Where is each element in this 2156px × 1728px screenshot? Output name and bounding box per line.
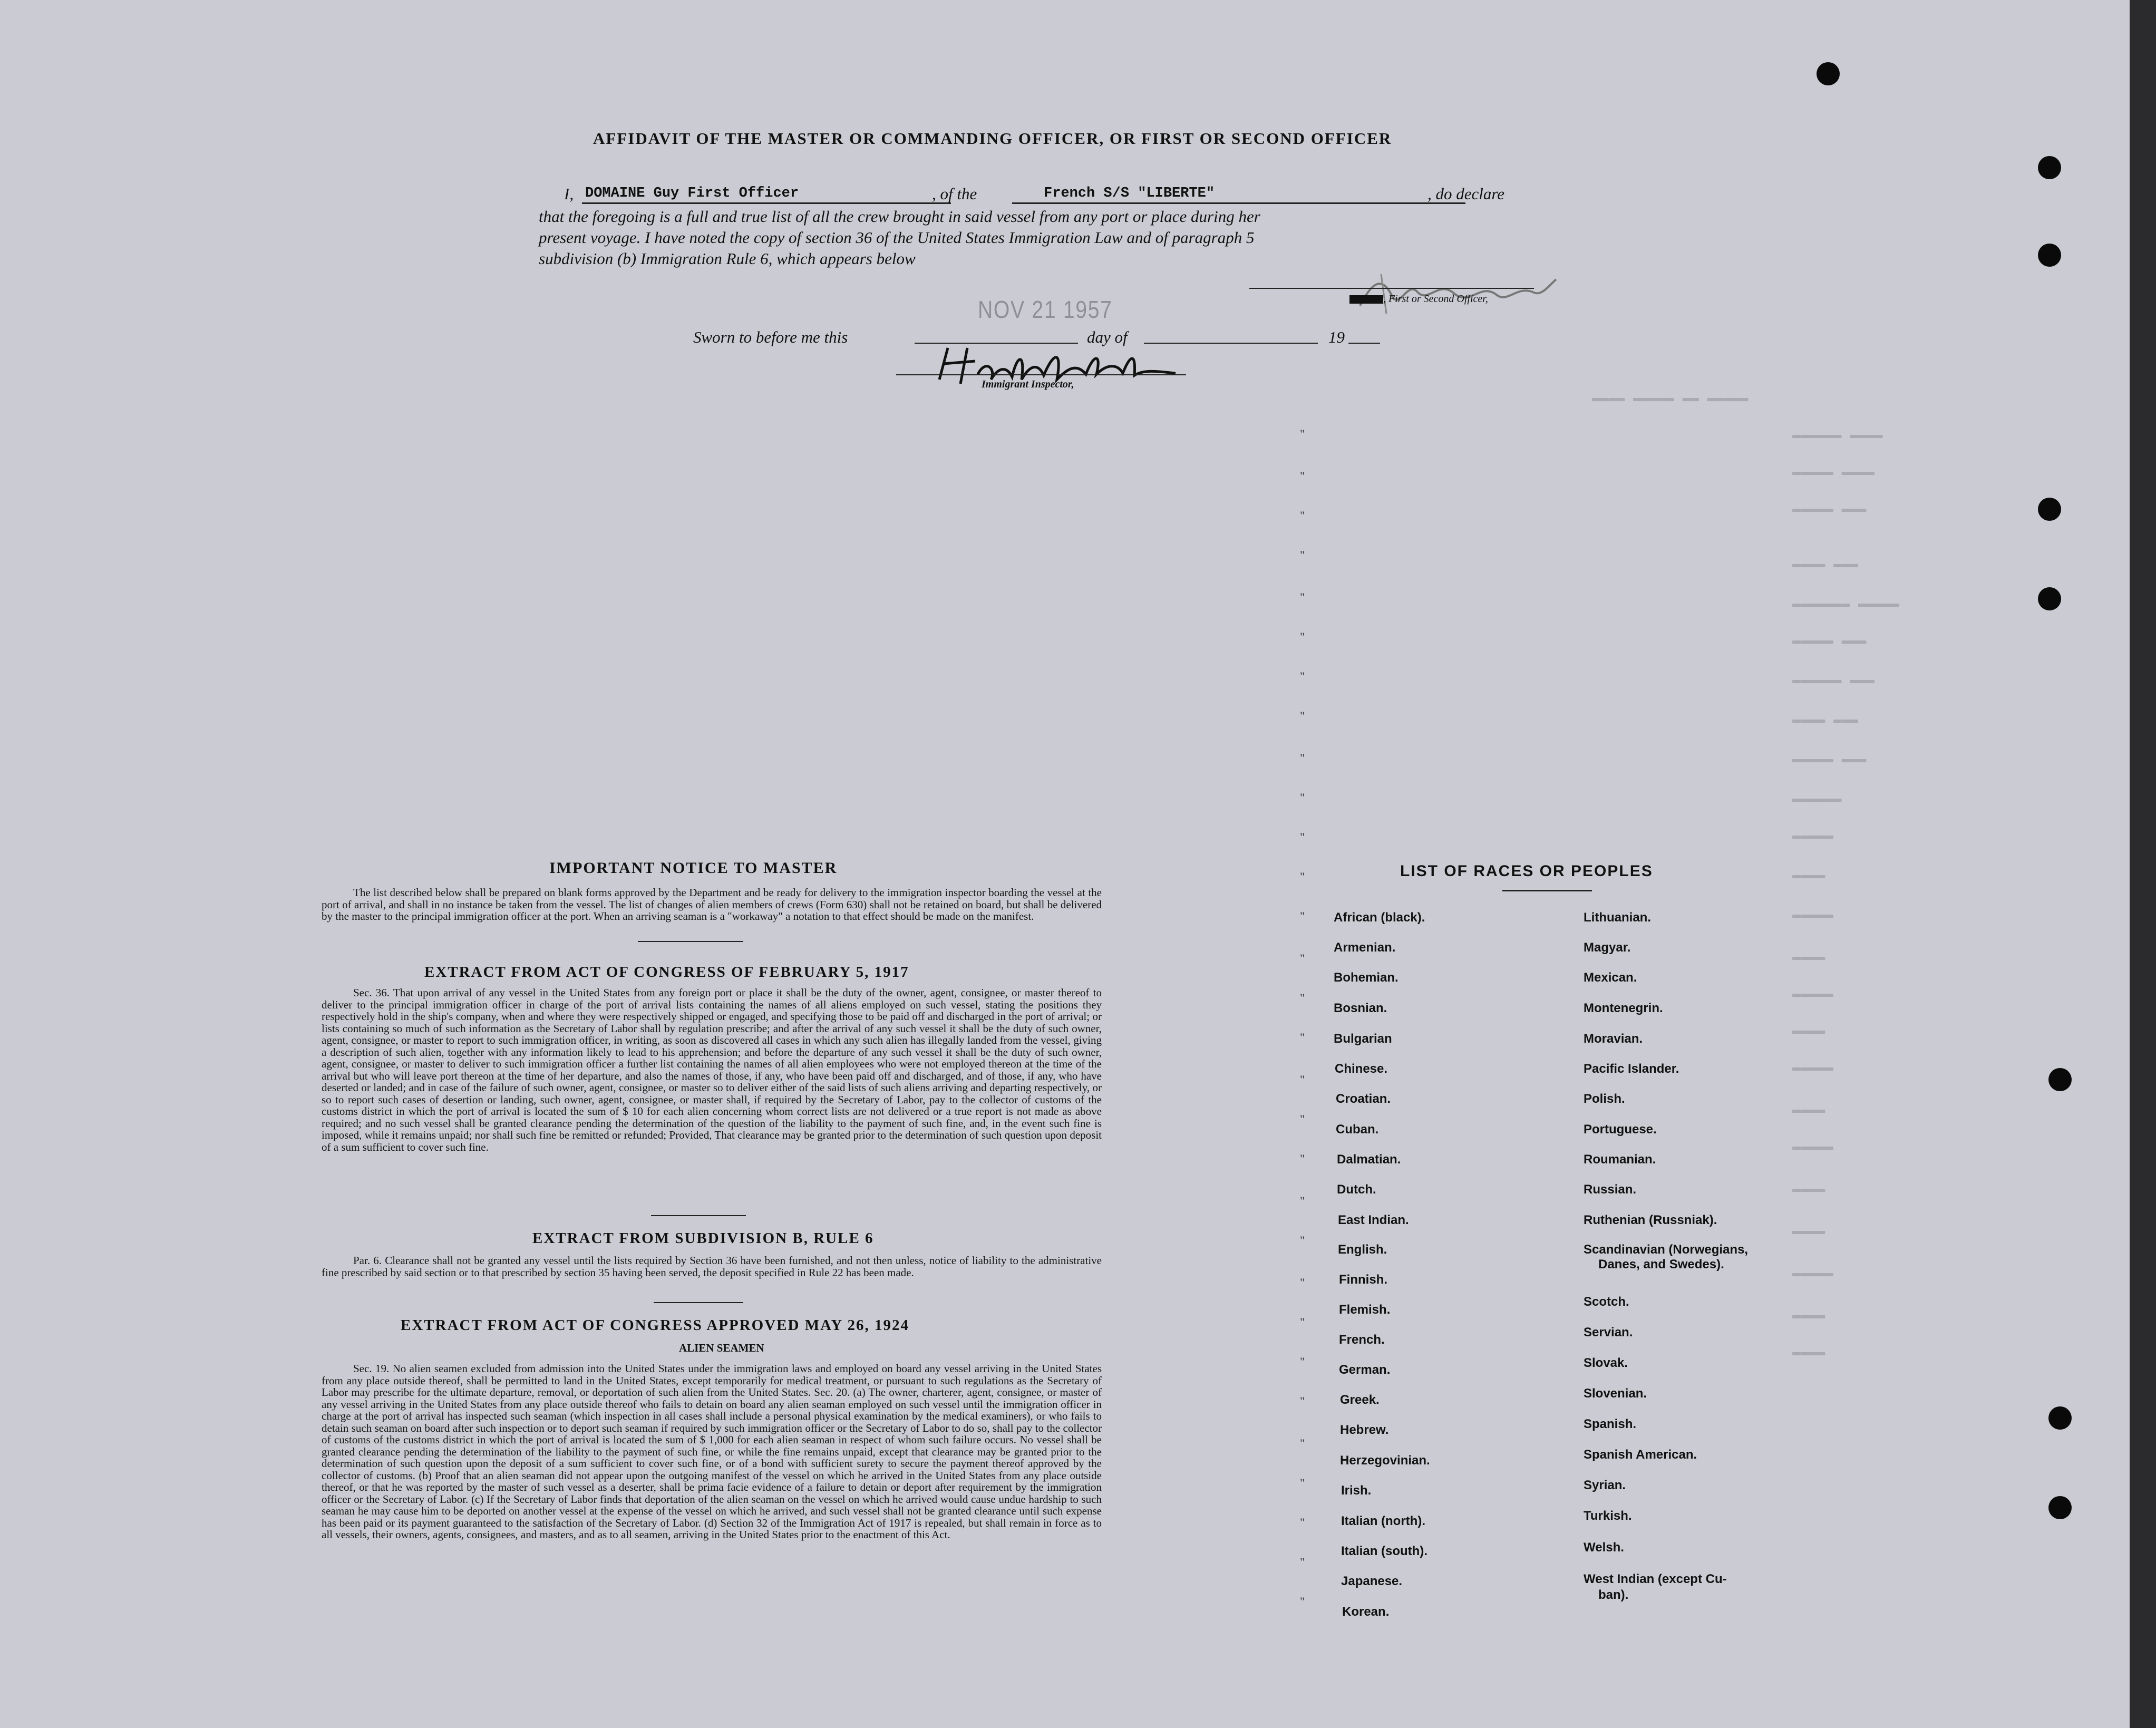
ditto-mark: " [1300,1476,1305,1489]
race-item: Herzegovinian. [1340,1453,1430,1468]
race-item: Italian (south). [1341,1544,1427,1558]
race-item: Servian. [1584,1325,1633,1339]
race-item: Armenian. [1334,940,1396,955]
race-item: Finnish. [1339,1273,1387,1287]
year-label: 19 [1328,328,1345,346]
ditto-mark: " [1300,1394,1305,1407]
race-item: Irish. [1341,1483,1372,1498]
race-item: Italian (north). [1341,1514,1425,1528]
ditto-mark: " [1300,509,1305,522]
race-item: Spanish American. [1584,1448,1697,1462]
year-line [1348,343,1380,344]
race-item: Korean. [1342,1605,1390,1619]
race-item: Mexican. [1584,970,1637,985]
ditto-mark: " [1300,1595,1305,1608]
ditto-mark: " [1300,1276,1305,1289]
race-item: West Indian (except Cu- [1584,1572,1727,1586]
race-item: Greek. [1340,1393,1380,1407]
race-item: Montenegrin. [1584,1001,1663,1015]
ditto-mark: " [1300,1031,1305,1044]
race-item: Cuban. [1336,1122,1379,1137]
ditto-mark: " [1300,909,1305,923]
ditto-mark: " [1300,791,1305,804]
subdivision-b-text: Par. 6. Clearance shall not be granted any vessel until the lists required by Section 36 have been furnished, and not then unless, notice of liability to the administrative fine prescribed by said section or to that prescribed by section 35 having been served, the deposit specified in Rule 22 has been made. [322,1254,1102,1279]
extract-1924-subtitle: ALIEN SEAMEN [679,1342,764,1354]
affidavit-body-line2: that the foregoing is a full and true list of all the crew brought in said vessel from any port or place during her [539,207,1260,226]
inspector-line [896,374,1186,375]
race-item: Polish. [1584,1092,1625,1106]
race-item: East Indian. [1338,1213,1409,1227]
race-item: Scandinavian (Norwegians, [1584,1242,1749,1257]
ditto-mark: " [1300,991,1305,1004]
notice-rule [638,941,743,942]
ditto-mark: " [1300,427,1305,440]
extract-1924-text: Sec. 19. No alien seamen excluded from admission into the United States under the immigration laws and employed on board any vessel arriving in the United States from any place outside thereof, shall be permitted to land in the United States, except temporarily for medical treatment, or pursuant to such regulations as the Secretary of Labor may prescribe for the ultimate departure, removal, or deportation of such alien from the United States. Sec. 20. (a) The owner, charterer, agent, consignee, or master of any vessel arriving in the United States from any place outside thereof who fails to detain on board any alien seaman employed on such vessel until the immigration officer in charge at the port of arrival has inspected such seaman (which inspection in all cases shall include a personal physical examination by the medical examiners), or who fails to detain such seaman on board after such inspection or to deport such seaman if required by such immigration officer or the Secretary of Labor to do so, shall pay to the collector of customs of the customs district in which the port of arrival is located the sum of $ 1,000 for each alien seaman in respect of whom such failure occurs. No vessel shall be granted clearance pending the determination of the liability to the payment of such fine, or while the fine remains unpaid, except that clearance may be granted prior to the determination of such question upon the deposit of a sum sufficient to cover such fine, or of a bond with sufficient surety to secure the payment thereof approved by the collector of customs. (b) Proof that an alien seaman did not appear upon the outgoing manifest of the vessel on which he arrived in the United States from any place outside thereof, or that he was reported by the master of such vessel as a deserter, shall be prima facie evidence of a failure to detain or deport after requirement by the immigration officer or the Secretary of Labor. (c) If the Secretary of Labor finds that deportation of the alien seaman on the vessel on which he arrived would cause undue hardship to such seaman he may cause him to be deported on another vessel at the expense of the vessel on which he arrived, and such vessel shall not be granted clearance until such expense has been paid or its payment guaranteed to the satisfaction of the Secretary of Labor. (d) Section 32 of the Immigration Act of 1917 is repealed, but shall remain in force as to all vessels, their owners, agents, consignees, and masters, and as to all seamen, arriving in the United States prior to the enactment of this Act. [322,1362,1102,1541]
sworn-label: Sworn to before me this [693,328,848,346]
inspector-caption: Immigrant Inspector, [982,378,1074,390]
race-item: German. [1339,1363,1391,1377]
declarant-underline [582,202,951,204]
race-item: Slovak. [1584,1356,1628,1370]
date-stamp: NOV 21 1957 [978,296,1113,323]
day-of-label: day of [1087,328,1128,346]
notice-title: IMPORTANT NOTICE TO MASTER [549,859,838,877]
ditto-mark: " [1300,1152,1305,1165]
ditto-mark: " [1300,709,1305,722]
extract-1917-title: EXTRACT FROM ACT OF CONGRESS OF FEBRUARY 5, 1917 [424,964,909,981]
race-item: Lithuanian. [1584,910,1651,925]
subdivision-b-rule [654,1302,743,1303]
races-column-1 [1334,910,1571,1619]
ditto-mark: " [1300,1073,1305,1086]
ditto-mark: " [1300,870,1305,883]
race-item: Syrian. [1584,1478,1626,1492]
race-item: Turkish. [1584,1509,1632,1523]
ditto-mark: " [1300,669,1305,683]
ditto-mark: " [1300,630,1305,643]
race-item: Roumanian. [1584,1152,1656,1167]
punch-hole [2038,587,2061,610]
race-item: Portuguese. [1584,1122,1657,1137]
ditto-mark: " [1300,1555,1305,1568]
race-item: French. [1339,1333,1385,1347]
races-column-2 [1584,910,1815,1611]
ditto-mark: " [1300,1516,1305,1529]
document-page: ▬▬▬▬ ▬▬▬▬▬ ▬▬ ▬▬▬▬▬ ▬▬▬▬▬▬ ▬▬▬▬ ▬▬▬▬▬ ▬▬▬▬ ▬▬▬▬▬ ▬▬▬ ▬▬▬▬ ▬▬▬ ▬▬▬▬▬▬▬ ▬▬▬▬▬ ▬▬▬▬▬ ▬▬▬ ▬▬▬▬▬▬ ▬▬▬ ▬▬▬▬ ▬▬▬ ▬▬▬▬▬ ▬▬▬ ▬▬▬▬▬▬ ▬▬▬▬▬ ▬▬▬▬ ▬▬▬▬▬ ▬▬▬▬ ▬▬▬▬▬ ▬▬▬▬ ▬▬▬▬▬ ▬▬▬▬ ▬▬▬▬▬ ▬▬▬▬ ▬▬▬▬ ▬▬▬▬▬ ▬▬▬▬ ▬▬▬▬ AFFIDAVIT OF THE MASTER OR COMMANDING OFFICER, OR FIRST OR SECOND OFFICER I, DOMAINE Guy First Officer , of the French S/S "LIBERTE" , do declare that the foregoing is a full and true list of all the crew brought in said vessel from any port or place during her present voyage. I have noted the copy of section 36 of the United States Immigration Law and of paragraph 5 subdivision (b) Immigration Rule 6, which appears below , First or Second Officer, NOV 21 1957 Sworn to before me this day of 19 Immigrant Inspector, " " " " " " " " " " " " " " " " " " " " " " " " " " " " " " IMPORTANT NOTICE TO MASTER The list described below shall be prepared on blank forms approved by the Department and be ready for delivery to the immigration inspector boarding the vessel at the port of arrival, and shall in no instance be taken from the vessel. The list of changes of alien members of crews (Form 630) shall not be retained on board, but shall be delivered by the master to the principal immigration officer at the port. When an arriving seaman is a "workaway" a notation to that effect should be made on the manifest. EXTRACT FROM ACT OF CONGRESS OF FEBRUARY 5, 1917 Sec. 36. That upon arrival of any vessel in the United States from any foreign port or place it shall be the duty of the owner, agent, consignee, or master thereof to deliver to the principal immigration officer in charge of the port of arrival lists containing the names of all aliens employed on such vessel, stating the positions they respectively hold in the ship's company, when and where they were respectively shipped or engaged, and specifying those to be paid off and discharged in the port of arrival; or lists containing so much of such information as the Secretary of Labor shall by regulation prescribe; and after the arrival of any such vessel it shall be the duty of such owner, agent, consignee, or master to report to such immigration officer, in writing, as soon as discovered all cases in which any such alien has illegally landed from the vessel, giving a description of such alien, together with any information likely to lead to his apprehension; and before the departure of any such vessel it shall be the duty of such owner, agent, consignee, or master to deliver to such immigration officer a further list containing the names of all alien employees who were not employed thereon at the time of the arrival but who will leave port thereon at the time of her departure, and also the names of those, if any, who have been paid off and discharged, and of those, if any, who have deserted or landed; and in case of the failure of such owner, agent, consignee, or master so to deliver either of the said lists of such aliens arriving and departing respectively, or so to report such cases of desertion or landing, such owner, agent, consignee, or master shall, if required by the Secretary of Labor, pay to the collector of customs of the customs district in which the port of arrival is located the sum of $ 10 for each alien concerning whom correct lists are not delivered or a true report is not made as above required; and no such vessel shall be granted clearance pending the determination of the question of the liability to the payment of such fine, and, in the event such fine is imposed, while it remains unpaid; nor shall such fine be remitted or refunded; Provided, That clearance may be granted prior to the determination of such question upon deposit of a sum sufficient to cover such fine. EXTRACT FROM SUBDIVISION B, RULE 6 Par. 6. Clearance shall not be granted any vessel until the lists required by Section 36 have been furnished, and not then unless, notice of liability to the administrative fine prescribed by said section or to that prescribed by section 35 having been served, the deposit specified in Rule 22 has been made. EXTRACT FROM ACT OF CONGRESS APPROVED MAY 26, 1924 ALIEN SEAMEN Sec. 19. No alien seamen excluded from admission into the United States under the immigration laws and employed on board any vessel arriving in the United States from any place outside thereof, shall be permitted to land in the United States, except temporarily for medical treatment, or pursuant to such regulations as the Secretary of Labor may prescribe for the ultimate departure, removal, or deportation of such alien from the United States. Sec. 20. (a) The owner, charterer, agent, consignee, or master of any vessel arriving in the United States from any place outside thereof who fails to detain on board any alien seaman employed on such vessel until the immigration officer in charge at the port of arrival has inspected such seaman (which inspection in all cases shall include a personal physical examination by the medical examiners), or who fails to detain such seaman on board after such inspection or to deport such seaman if required by such immigration officer or the Secretary of Labor to do so, shall pay to the collector of customs of the customs district in which the port of arrival is located the sum of $ 1,000 for each alien seaman in respect of whom such failure occurs. No vessel shall be granted clearance pending the determination of the liability to the payment of such fine, or while the fine remains unpaid, except that clearance may be granted prior to the determination of such question upon the deposit of a sum sufficient to cover such fine, or of a bond with sufficient surety to secure the payment thereof approved by the collector of customs. (b) Proof that an alien seaman did not appear upon the outgoing manifest of the vessel on which he arrived in the United States from any place outside thereof, or that he was reported by the master of such vessel as a deserter, shall be prima facie evidence of a failure to detain or deport after requirement by the immigration officer or the Secretary of Labor. (c) If the Secretary of Labor finds that deportation of the alien seaman on the vessel on which he arrived would cause undue hardship to such seaman he may cause him to be deported on another vessel at the expense of the vessel on which he arrived, and such vessel shall not be granted clearance until such expense has been paid or its payment guaranteed to the satisfaction of the Secretary of Labor. (d) Section 32 of the Immigration Act of 1917 is repealed, but shall remain in force as to all vessels, their owners, agents, consignees, and masters, and as to all seamen, arriving in the United States prior to the enactment of this Act. LIST OF RACES OR PEOPLES African (black). Armenian. Bohemian. Bosnian. Bulgarian Chinese. Croatian. Cuban. Dalmatian. Dutch. East Indian. English. Finnish. Flemish. French. German. Greek. Hebrew. Herzegovinian. Irish. Italian (north). Italian (south). Japanese. Korean. Lithuanian. Magyar. Mexican. Montenegrin. Moravian. Pacific Islander. Polish. Portuguese. Roumanian. Russian. Ruthenian (Russniak). Scandinavian (Norwegians, Danes, and Swedes). Scotch. Servian. Slovak. Slovenian. Spanish. Spanish American. Syrian. Turkish. Welsh. West Indian (except Cu- ban). [0,0,2156,1728]
race-item: Pacific Islander. [1584,1062,1679,1076]
race-item: ban). [1598,1588,1629,1602]
races-title: LIST OF RACES OR PEOPLES [1400,862,1653,880]
officer-signature-line [1249,288,1534,289]
race-item: Spanish. [1584,1417,1637,1431]
vessel-underline [1012,202,1465,204]
ditto-mark: " [1300,548,1305,561]
race-item: African (black). [1334,910,1425,925]
scan-edge [2130,0,2156,1728]
races-rule [1502,890,1592,891]
race-item: Ruthenian (Russniak). [1584,1213,1717,1227]
race-item: Dalmatian. [1337,1152,1401,1167]
punch-hole [2048,1406,2072,1430]
race-item: Flemish. [1339,1303,1391,1317]
ditto-mark: " [1300,830,1305,843]
ditto-mark: " [1300,469,1305,482]
race-item: Bosnian. [1334,1001,1387,1015]
punch-hole [2038,498,2061,521]
race-item: Bohemian. [1334,970,1399,985]
punch-hole [2048,1496,2072,1519]
race-item: Hebrew. [1340,1423,1389,1437]
race-item: Japanese. [1341,1574,1403,1588]
declarant-name: DOMAINE Guy First Officer [585,186,799,201]
punch-hole [1817,62,1840,85]
subdivision-b-title: EXTRACT FROM SUBDIVISION B, RULE 6 [532,1230,874,1247]
punch-hole [2038,156,2061,179]
race-item: Chinese. [1335,1062,1388,1076]
ditto-mark: " [1300,1436,1305,1450]
race-item: Welsh. [1584,1540,1624,1555]
ditto-mark: " [1300,590,1305,604]
race-item: Russian. [1584,1182,1637,1197]
extract-1924-title: EXTRACT FROM ACT OF CONGRESS APPROVED MAY 26, 1924 [401,1317,909,1334]
affidavit-line1: I, DOMAINE Guy First Officer , of the French S/S "LIBERTE" , do declare [564,185,1505,203]
race-item: Moravian. [1584,1032,1643,1046]
ditto-mark: " [1300,1355,1305,1368]
ditto-mark: " [1300,1112,1305,1125]
ditto-mark: " [1300,751,1305,764]
affidavit-body-line3: present voyage. I have noted the copy of section 36 of the United States Immigration Law and of paragraph 5 [539,228,1255,247]
officer-caption: , First or Second Officer, [1349,293,1488,305]
ditto-mark: " [1300,1234,1305,1247]
extract-1917-text: Sec. 36. That upon arrival of any vessel in the United States from any foreign port or place it shall be the duty of the owner, agent, consignee, or master thereof to deliver to the principal immigration officer in charge of the port of arrival lists containing the names of all aliens employed on such vessel, stating the positions they respectively hold in the ship's company, when and where they were respectively shipped or engaged, and specifying those to be paid off and discharged in the port of arrival; or lists containing so much of such information as the Secretary of Labor shall by regulation prescribe; and after the arrival of any such vessel it shall be the duty of such owner, agent, consignee, or master to report to such immigration officer, in writing, as soon as discovered all cases in which any such alien has illegally landed from the vessel, giving a description of such alien, together with any information likely to lead to his apprehension; and before the departure of any such vessel it shall be the duty of such owner, agent, consignee, or master to deliver to such immigration officer a further list containing the names of all alien employees who were not employed thereon at the time of the arrival but who will leave port thereon at the time of her departure, and also the names of those, if any, who have been paid off and discharged, and of those, if any, who have deserted or landed; and in case of the failure of such owner, agent, consignee, or master so to deliver either of the said lists of such aliens arriving and departing respectively, or so to report such cases of desertion or landing, such owner, agent, consignee, or master shall, if required by the Secretary of Labor, pay to the collector of customs of the customs district in which the port of arrival is located the sum of $ 10 for each alien concerning whom correct lists are not delivered or a true report is not made as above required; and no such vessel shall be granted clearance pending the determination of the question of the liability to the payment of such fine, and, in the event such fine is imposed, while it remains unpaid; nor shall such fine be remitted or refunded; Provided, That clearance may be granted prior to the determination of such question upon deposit of a sum sufficient to cover such fine. [322,986,1102,1153]
race-item: Danes, and Swedes). [1598,1257,1724,1271]
race-item: Dutch. [1337,1182,1376,1197]
race-item: Bulgarian [1334,1032,1392,1046]
ditto-mark: " [1300,1315,1305,1328]
punch-hole [2048,1068,2072,1091]
vessel-name: French S/S "LIBERTE" [1044,186,1215,201]
punch-hole [2038,244,2061,267]
race-item: Magyar. [1584,940,1631,955]
race-item: English. [1338,1242,1387,1257]
officer-signature [1349,264,1560,322]
affidavit-body-line4: subdivision (b) Immigration Rule 6, which appears below [539,249,916,268]
race-item: Scotch. [1584,1295,1629,1309]
extract-1917-rule [651,1215,746,1216]
notice-text: The list described below shall be prepared on blank forms approved by the Department and be ready for delivery to the immigration inspector boarding the vessel at the port of arrival, and shall in no instance be taken from the vessel. The list of changes of alien members of crews (Form 630) shall not be retained on board, but shall be delivered by the master to the principal immigration officer at the port. When an arriving seaman is a "workaway" a notation to that effect should be made on the manifest. [322,886,1102,923]
ditto-mark: " [1300,952,1305,965]
race-item: Croatian. [1336,1092,1391,1106]
ditto-mark: " [1300,1194,1305,1207]
affidavit-title: AFFIDAVIT OF THE MASTER OR COMMANDING OFFICER, OR FIRST OR SECOND OFFICER [593,129,1392,148]
race-item: Slovenian. [1584,1386,1647,1401]
